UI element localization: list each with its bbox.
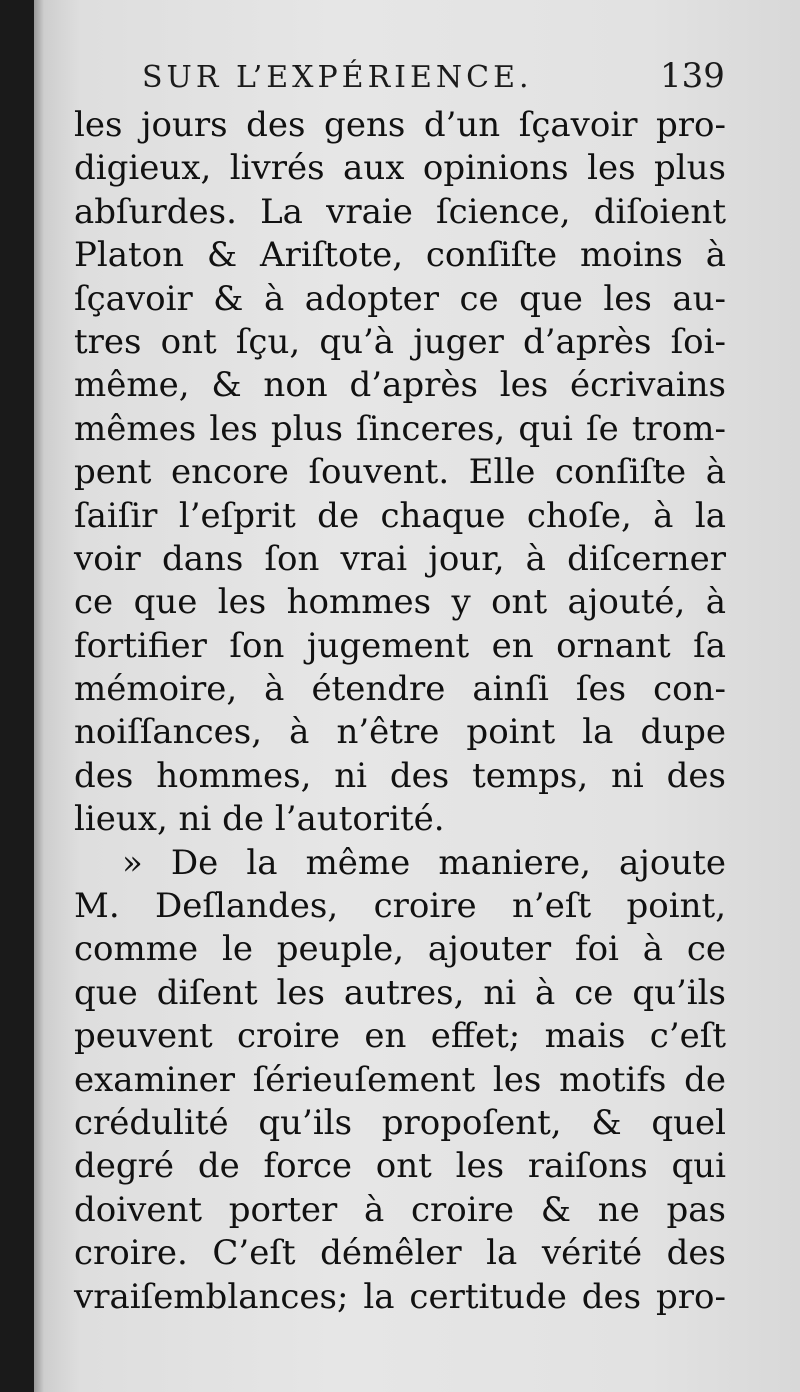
text-line: noiſſances, à n’être point la dupe [74, 712, 726, 753]
text-line: pent encore ſouvent. Elle conſiſte à [74, 452, 726, 493]
text-line: des hommes, ni des temps, ni des [74, 755, 726, 796]
text-line: fortifier ſon jugement en ornant ſa [74, 625, 726, 666]
text-line: crédulité qu’ils propoſent, & quel [74, 1102, 726, 1143]
book-page [34, 0, 800, 1392]
body-text [74, 104, 726, 1319]
text-line: que diſent les autres, ni à ce qu’ils [74, 972, 726, 1013]
text-line: mémoire, à étendre ainſi ſes con- [74, 669, 726, 710]
text-line: ſçavoir & à adopter ce que les au- [74, 278, 726, 319]
text-line: vraiſemblances; la certitude des pro- [74, 1276, 726, 1317]
text-line: comme le peuple, ajouter foi à ce [74, 929, 726, 970]
text-line: ce que les hommes y ont ajouté, à [74, 582, 726, 623]
text-line: mêmes les plus ſinceres, qui ſe trom- [74, 408, 726, 449]
text-line: M. Deſlandes, croire n’eſt point, [74, 886, 726, 927]
paragraph-end-line: lieux, ni de l’autorité. [74, 799, 445, 840]
text-line: degré de force ont les raiſons qui [74, 1146, 726, 1187]
text-line: examiner ſérieuſement les motifs de [74, 1059, 726, 1100]
text-line: voir dans ſon vrai jour, à diſcerner [74, 538, 726, 579]
text-line: abſurdes. La vraie ſcience, diſoient [74, 191, 726, 232]
text-line: croire. C’eſt démêler la vérité des [74, 1233, 726, 1274]
running-head [142, 52, 762, 102]
text-line: peuvent croire en effet; mais c’eſt [74, 1016, 726, 1057]
text-line: digieux, livrés aux opinions les plus [74, 148, 726, 189]
text-line: les jours des gens d’un ſçavoir pro- [74, 105, 726, 145]
text-line: Platon & Ariſtote, conſiſte moins à [74, 235, 726, 276]
page-number: 139 [660, 56, 725, 96]
running-head-title: SUR L’EXPÉRIENCE. [142, 60, 533, 95]
text-line: tres ont ſçu, qu’à juger d’après ſoi- [74, 321, 726, 362]
quote-open-line: » De la même maniere, ajoute [122, 842, 726, 883]
text-line: ſaiſir l’eſprit de chaque choſe, à la [74, 495, 726, 536]
text-line: doivent porter à croire & ne pas [74, 1189, 726, 1230]
text-line: même, & non d’après les écrivains [74, 365, 726, 406]
